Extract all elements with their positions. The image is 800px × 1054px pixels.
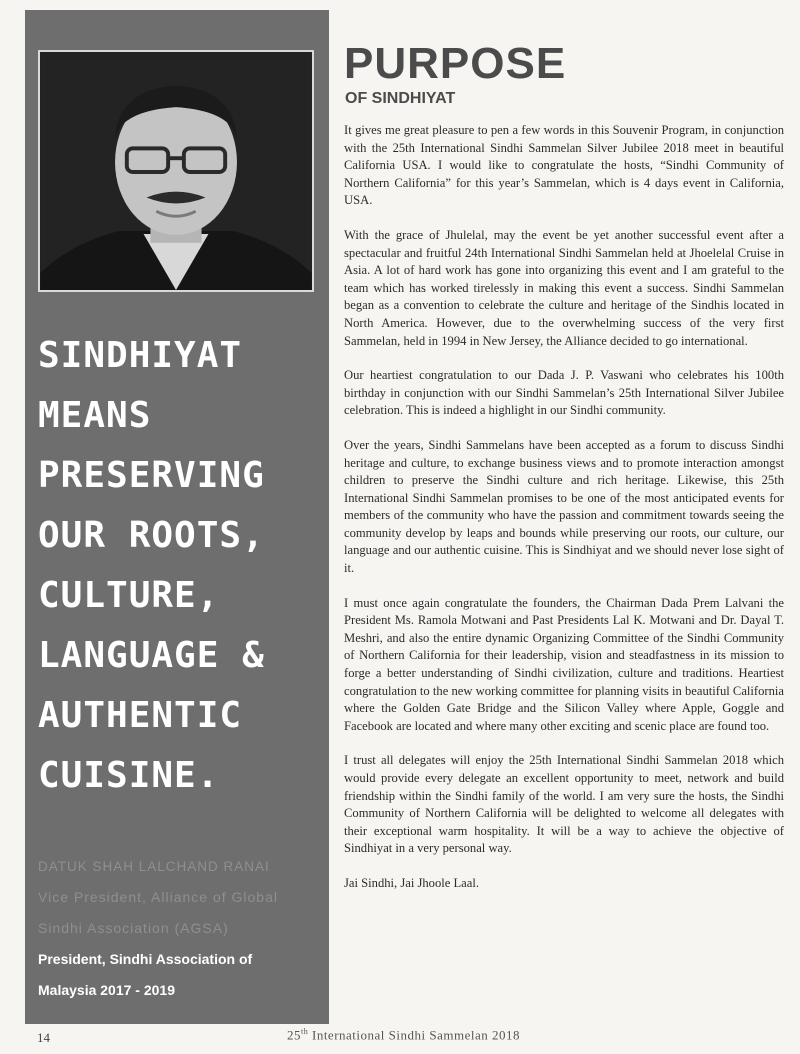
paragraph: With the grace of Jhulelal, may the event be yet another successful event after a spectacular and fruitful 24th International Sindhi Sammelan held at Jhoelelal Cruise in Asia. A lot of hard work has gone into organizing this event and I am grateful to the team which has worked tirelessly in making this event a success. Sindhi Sammelan began as a convention to celebrate the culture and heritage of the Sindhis located in North America. However, due to the overwhelming success of the very first Sammelan, held in 1994 in New Jersey, the Alliance decided to go international. — [344, 227, 784, 348]
quote-line: AUTHENTIC — [38, 695, 243, 736]
paragraph: It gives me great pleasure to pen a few words in this Souvenir Program, in conjunction with the 25th International Sindhi Sammelan Silver Jubilee 2018 meet in beautiful California USA. I would like to congratulate the hosts, “Sindhi Community of Northern California” for this year’s Sammelan, which is 4 days event in California, USA. — [344, 123, 784, 208]
paragraph: I must once again congratulate the founders, the Chairman Dada Prem Lalvani the President Ms. Ramola Motwani and Past Presidents Lal K. Motwani and Dr. Dayal T. Meshri, and also the entire dynamic Organizing Committee of the Sindhi Community of Northern California for their leadership, vision and steadfastness in its mission to forge a better understanding of Sindhi civilization, culture and traditions. Heartiest congratulation to the new working committee for planning visits in beautiful California where the Golden Gate Bridge and the Silicon Valley where Apple, Goggle and Facebook are located and where many other exciting and scenic place are found too. — [344, 595, 784, 733]
paragraph: Our heartiest congratulation to our Dada J. P. Vaswani who celebrates his 100th birthday in conjunction with our Sindhi Sammelan’s 25th International Silver Jubilee celebration. This is indeed a highlight in our Sindhi community. — [344, 368, 784, 418]
footer-ordinal: 25 — [287, 1027, 301, 1043]
author-role-malaysia-cont: Malaysia 2017 - 2019 — [38, 982, 175, 998]
portrait-image — [40, 52, 312, 290]
footer-ordinal-suffix: th — [301, 1027, 309, 1036]
paragraph: Over the years, Sindhi Sammelans have been accepted as a forum to discuss Sindhi heritage and culture, to exchange business views and to promote interaction amongst children to preserve the Sindhi culture and rich heritage. Likewise, this 25th International Sindhi Sammelan promises to be one of the most anticipated events for members of the community who have the passion and commitment towards seeing the community develop by leaps and bounds while preserving our roots, our culture, our language and our authentic cuisine. This is Sindhiyat and we should never lose sight of it. — [344, 437, 784, 576]
page-number: 14 — [37, 1030, 50, 1045]
quote-line: PRESERVING — [38, 455, 265, 496]
quote-line: CUISINE. — [38, 755, 220, 796]
quote-line: CULTURE, — [38, 575, 220, 616]
paragraph: I trust all delegates will enjoy the 25th International Sindhi Sammelan 2018 which would provide every delegate an excellent opportunity to meet, network and build friendship within the Sindhi family of the world. I am very sure the hosts, the Sindhi Community of Northern California will be delighted to welcome all delegates with their exceptional warm hospitality. It will be a way to achieve the objective of Sindhiyat in a very personal way. — [344, 753, 784, 856]
pull-quote — [38, 326, 323, 806]
article-subtitle: OF SINDHIYAT — [345, 90, 456, 107]
quote-line: OUR ROOTS, — [38, 515, 265, 556]
quote-line: MEANS — [38, 395, 152, 436]
author-role-agsa: Vice President, Alliance of Global — [38, 889, 278, 905]
author-role-agsa-cont: Sindhi Association (AGSA) — [38, 920, 229, 936]
author-name: DATUK SHAH LALCHAND RANAI — [38, 859, 270, 874]
author-portrait-photo — [38, 50, 314, 292]
footer-event-name: International Sindhi Sammelan 2018 — [311, 1027, 520, 1043]
article-body — [344, 122, 784, 910]
sidebar-panel — [25, 10, 329, 1024]
article-title: PURPOSE — [344, 39, 567, 88]
author-credit — [38, 851, 328, 1006]
footer-event-title — [287, 1027, 520, 1043]
quote-line: SINDHIYAT — [38, 335, 243, 376]
sign-off: Jai Sindhi, Jai Jhoole Laal. — [344, 875, 480, 890]
author-role-malaysia: President, Sindhi Association of — [38, 951, 253, 967]
quote-line: LANGUAGE & — [38, 635, 265, 676]
